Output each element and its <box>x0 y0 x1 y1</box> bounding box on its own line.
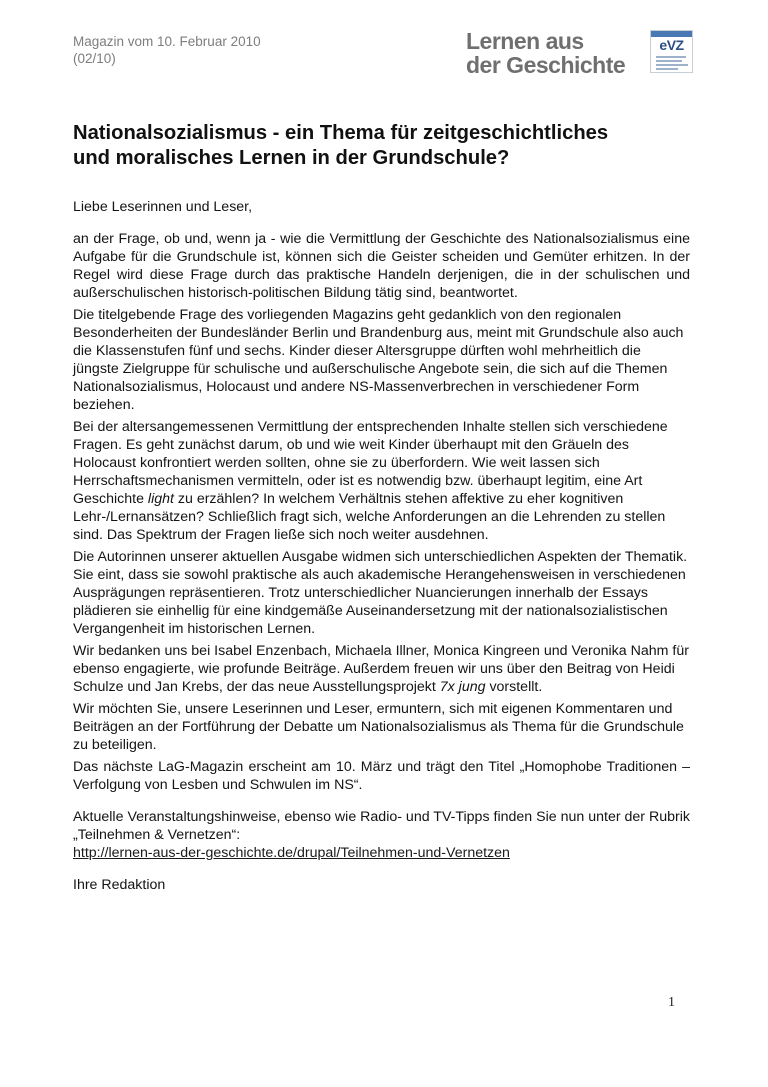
teilnehmen-link[interactable]: http://lernen-aus-der-geschichte.de/drupal/Teilnehmen-und-Vernetzen <box>73 845 510 861</box>
paragraph-6: Wir möchten Sie, unsere Leserinnen und Leser, ermuntern, sich mit eigenen Kommentaren und Beiträgen an der Fortführung der Debatte um Nationalsozialismus als Thema für die Grundschule zu beteiligen. <box>73 701 684 753</box>
lag-logo-line1: Lernen aus <box>466 28 584 54</box>
paragraph-5-italic: 7x jung <box>439 679 486 695</box>
paragraph-5-text-a: Wir bedanken uns bei Isabel Enzenbach, Michaela Illner, Monica Kingreen und Veronika Nahm für ebenso engagierte, wie profunde Beiträge. Außerdem freuen wir uns über den Beitrag von Heidi Schulze und Jan Krebs, der das neue Ausstellungsprojekt <box>73 643 689 695</box>
paragraph-5-text-b: vorstellt. <box>485 679 543 695</box>
article-title-line1: Nationalsozialismus - ein Thema für zeitgeschichtliches <box>73 122 609 144</box>
closing: Ihre Redaktion <box>73 877 166 893</box>
paragraph-3 <box>73 418 690 544</box>
issue-number: (02/10) <box>73 51 116 66</box>
link-line <box>73 844 690 862</box>
page-number: 1 <box>668 995 675 1010</box>
paragraph-3-italic: light <box>147 491 174 507</box>
paragraph-5 <box>73 642 690 696</box>
paragraph-1: an der Frage, ob und, wenn ja - wie die Vermittlung der Geschichte des Nationalsozialismus eine Aufgabe für die Grundschule ist, können sich die Geister scheiden und Gemüter erhitzen. In der Regel wird diese Frage durch das praktische Handeln derjenigen, die in der schulischen und außerschulischen historisch-politischen Bildung tätig sind, beantwortet. <box>73 231 690 301</box>
evz-logo-icon <box>650 30 693 73</box>
article-title <box>73 121 693 171</box>
issue-date: Magazin vom 10. Februar 2010 <box>73 34 261 49</box>
lag-logo-line2: der Geschichte <box>466 52 626 78</box>
salutation: Liebe Leserinnen und Leser, <box>73 199 253 215</box>
issue-header <box>73 33 261 67</box>
article-body <box>73 198 690 894</box>
paragraph-2: Die titelgebende Frage des vorliegenden Magazins geht gedanklich von den regionalen Besonderheiten der Bundesländer Berlin und Brandenburg aus, meint mit Grundschule also auch die Klassenstufen fünf und sechs. Kinder dieser Altersgruppe dürften wohl mehrheitlich die jüngste Zielgruppe für schulische und außerschulische Angebote sein, die sich auf die Themen Nationalsozialismus, Holocaust und andere NS-Massenverbrechen in verschiedener Form beziehen. <box>73 307 684 413</box>
lag-logo <box>466 29 625 77</box>
paragraph-3-text-b: zu erzählen? In welchem Verhältnis stehen affektive zu eher kognitiven Lehr-/Lernansätzen? Schließlich fragt sich, welche Anforderungen an die Lehrenden zu stellen sind. Das Spektrum der Fragen ließe sich noch weiter ausdehnen. <box>73 491 666 543</box>
evz-logo-text: eVZ <box>659 37 684 53</box>
paragraph-4: Die Autorinnen unserer aktuellen Ausgabe widmen sich unterschiedlichen Aspekten der Thematik. Sie eint, dass sie sowohl praktische als auch akademische Herangehensweisen in verschiedenen Ausprägungen repräsentieren. Trotz unterschiedlicher Nuancierungen innerhalb der Essays plädieren sie einhellig für eine kindgemäße Auseinandersetzung mit der nationalsozialistischen Vergangenheit im historischen Lernen. <box>73 549 688 637</box>
article-title-line2: und moralisches Lernen in der Grundschule? <box>73 147 510 169</box>
paragraph-7: Das nächste LaG-Magazin erscheint am 10. März und trägt den Titel „Homophobe Traditionen – Verfolgung von Lesben und Schwulen im NS“. <box>73 759 690 793</box>
paragraph-3-text-a: Bei der altersangemessenen Vermittlung der entsprechenden Inhalte stellen sich verschiedene Fragen. Es geht zunächst darum, ob und wie weit Kinder überhaupt mit den Gräueln des Holocaust konfrontiert werden sollten, ohne sie zu überfordern. Wie weit lassen sich Herrschaftsmechanismen vermitteln, oder ist es notwendig bzw. überhaupt legitim, eine Art Geschichte <box>73 419 668 507</box>
paragraph-8: Aktuelle Veranstaltungshinweise, ebenso wie Radio- und TV-Tipps finden Sie nun unter der Rubrik „Teilnehmen & Vernetzen“: <box>73 809 690 843</box>
